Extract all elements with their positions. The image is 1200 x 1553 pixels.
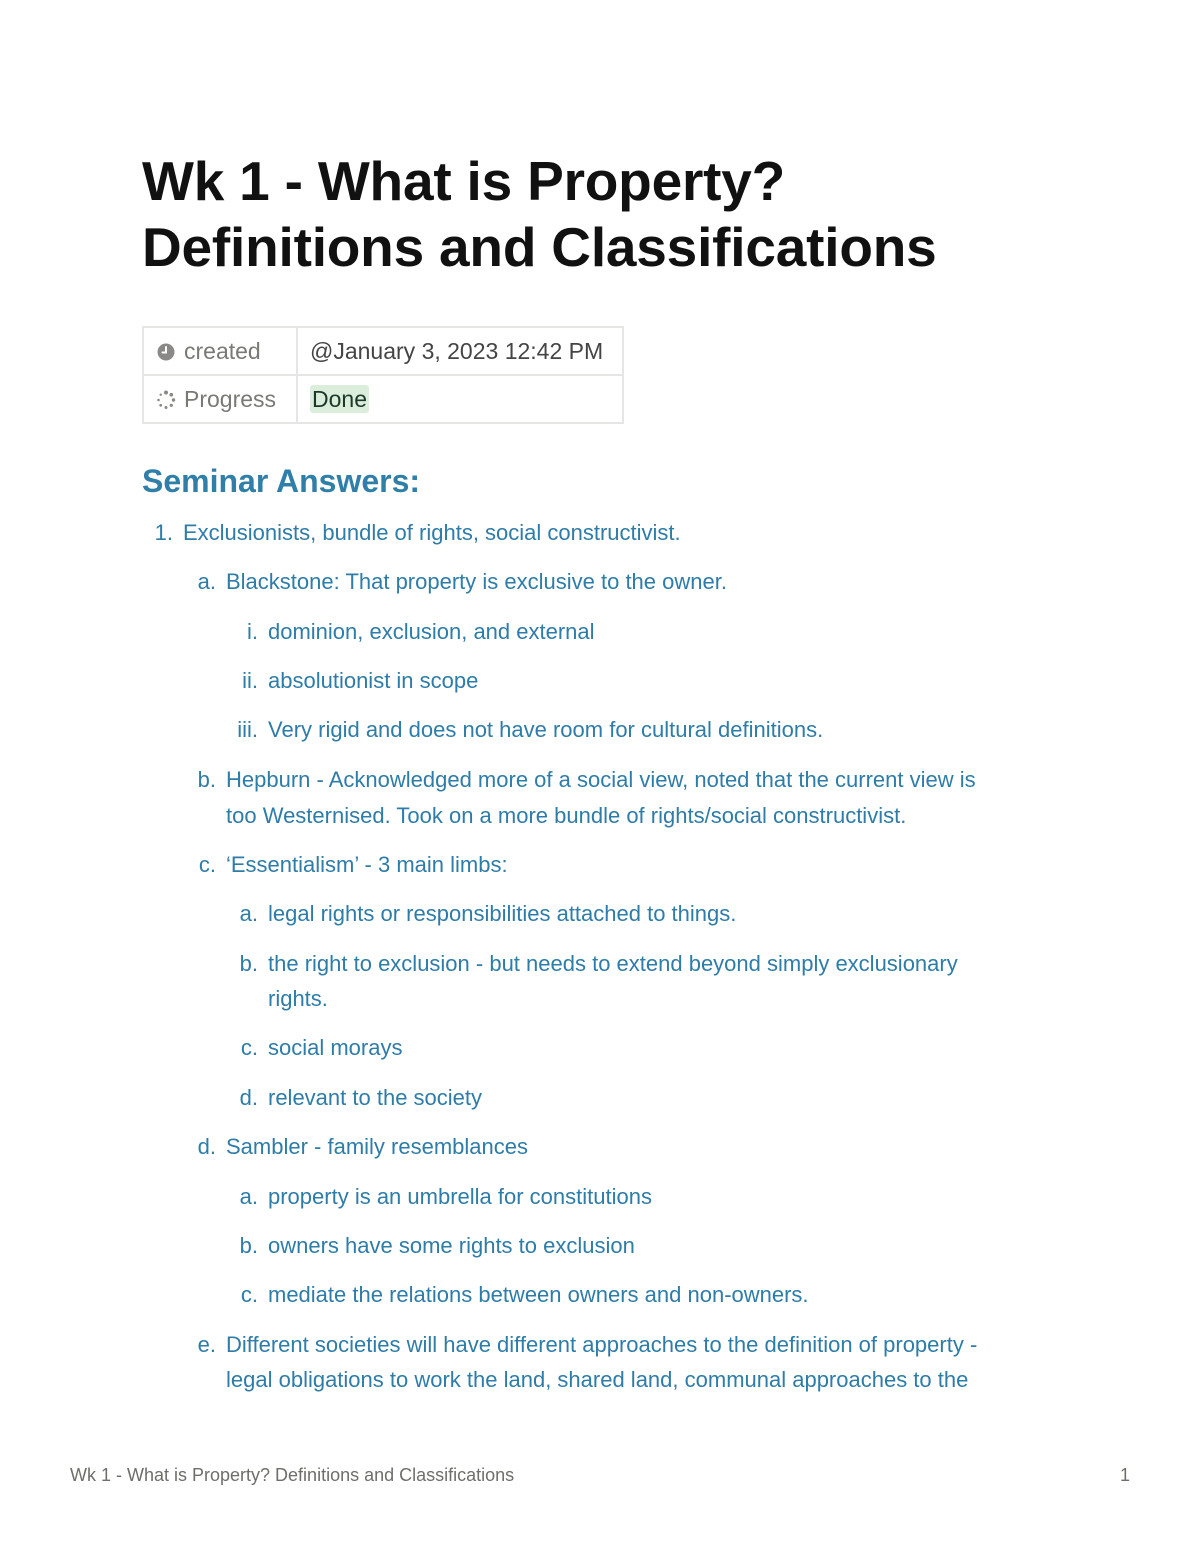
- list-item-text: Blackstone: That property is exclusive to the owner.: [226, 569, 727, 594]
- list-marker: e.: [197, 1332, 216, 1357]
- list-item-continuation: [226, 1362, 968, 1398]
- list-item: [239, 946, 958, 982]
- list-item: [239, 1080, 483, 1116]
- property-key-created[interactable]: [143, 327, 297, 375]
- list-item: [240, 1277, 809, 1313]
- property-value-progress[interactable]: [297, 375, 623, 423]
- list-item-text: Hepburn - Acknowledged more of a social view, noted that the current view is: [226, 767, 976, 792]
- list-marker: d.: [197, 1134, 216, 1159]
- properties-table: [142, 326, 624, 424]
- list-item-continuation: [268, 981, 328, 1017]
- list-item: [197, 1129, 528, 1165]
- list-marker: b.: [239, 1233, 258, 1258]
- list-item-text: rights.: [268, 986, 328, 1011]
- list-item-text: mediate the relations between owners and non-owners.: [268, 1282, 809, 1307]
- list-item-text: dominion, exclusion, and external: [268, 619, 595, 644]
- page-title-line-2: Definitions and Classifications: [142, 216, 937, 278]
- list-marker: 1.: [154, 520, 173, 545]
- list-marker: ii.: [242, 668, 258, 693]
- list-item-text: property is an umbrella for constitutions: [268, 1184, 652, 1209]
- list-marker: b.: [239, 951, 258, 976]
- list-item-text: Different societies will have different approaches to the definition of property -: [226, 1332, 978, 1357]
- list-item-text: relevant to the society: [268, 1085, 483, 1110]
- list-item-text: social morays: [268, 1035, 403, 1060]
- list-item-text: the right to exclusion - but needs to extend beyond simply exclusionary: [268, 951, 958, 976]
- list-item: [198, 847, 508, 883]
- list-item-text: absolutionist in scope: [268, 668, 479, 693]
- list-item: [154, 515, 681, 551]
- spinner-icon: [156, 390, 176, 410]
- list-item-text: legal rights or responsibilities attached to things.: [268, 901, 737, 926]
- list-item: [242, 663, 479, 699]
- property-label-created: created: [184, 337, 261, 364]
- list-marker: a.: [197, 569, 216, 594]
- page-title: [142, 148, 1102, 280]
- list-marker: a.: [239, 901, 258, 926]
- list-item-text: legal obligations to work the land, shared land, communal approaches to the: [226, 1367, 969, 1392]
- property-row-created: [143, 327, 623, 375]
- status-badge: Done: [312, 386, 367, 412]
- list-marker: c.: [240, 1035, 258, 1060]
- list-item: [237, 712, 824, 748]
- list-item-text: ‘Essentialism’ - 3 main limbs:: [226, 852, 508, 877]
- list-item-text: Very rigid and does not have room for cultural definitions.: [268, 717, 824, 742]
- list-item-text: owners have some rights to exclusion: [268, 1233, 635, 1258]
- property-label-progress: Progress: [184, 385, 277, 412]
- list-item: [239, 1179, 652, 1215]
- list-marker: iii.: [237, 717, 258, 742]
- list-item: [247, 614, 595, 650]
- list-item-text: Sambler - family resemblances: [226, 1134, 528, 1159]
- clock-icon: [156, 342, 176, 362]
- footer-title: Wk 1 - What is Property? Definitions and Classifications: [70, 1465, 515, 1485]
- list-item: [197, 564, 727, 600]
- list-item: [197, 1327, 978, 1363]
- list-item: [239, 896, 737, 932]
- list-marker: b.: [197, 767, 216, 792]
- list-marker: d.: [239, 1085, 258, 1110]
- property-row-progress: [143, 375, 623, 423]
- list-item-text: Exclusionists, bundle of rights, social constructivist.: [183, 520, 681, 545]
- list-marker: i.: [247, 619, 258, 644]
- page-number: 1: [1119, 1465, 1130, 1485]
- list-item: [197, 762, 976, 798]
- list-item: [240, 1030, 403, 1066]
- list-marker: a.: [239, 1184, 258, 1209]
- section-heading: Seminar Answers:: [142, 463, 421, 499]
- list-marker: c.: [240, 1282, 258, 1307]
- property-key-progress[interactable]: [143, 375, 297, 423]
- list-item: [239, 1228, 635, 1264]
- list-marker: c.: [198, 852, 216, 877]
- page-title-line-1: Wk 1 - What is Property?: [142, 150, 786, 212]
- property-value-created[interactable]: @January 3, 2023 12:42 PM: [297, 327, 623, 375]
- list-item-continuation: [226, 798, 906, 834]
- list-item-text: too Westernised. Took on a more bundle of rights/social constructivist.: [226, 803, 907, 828]
